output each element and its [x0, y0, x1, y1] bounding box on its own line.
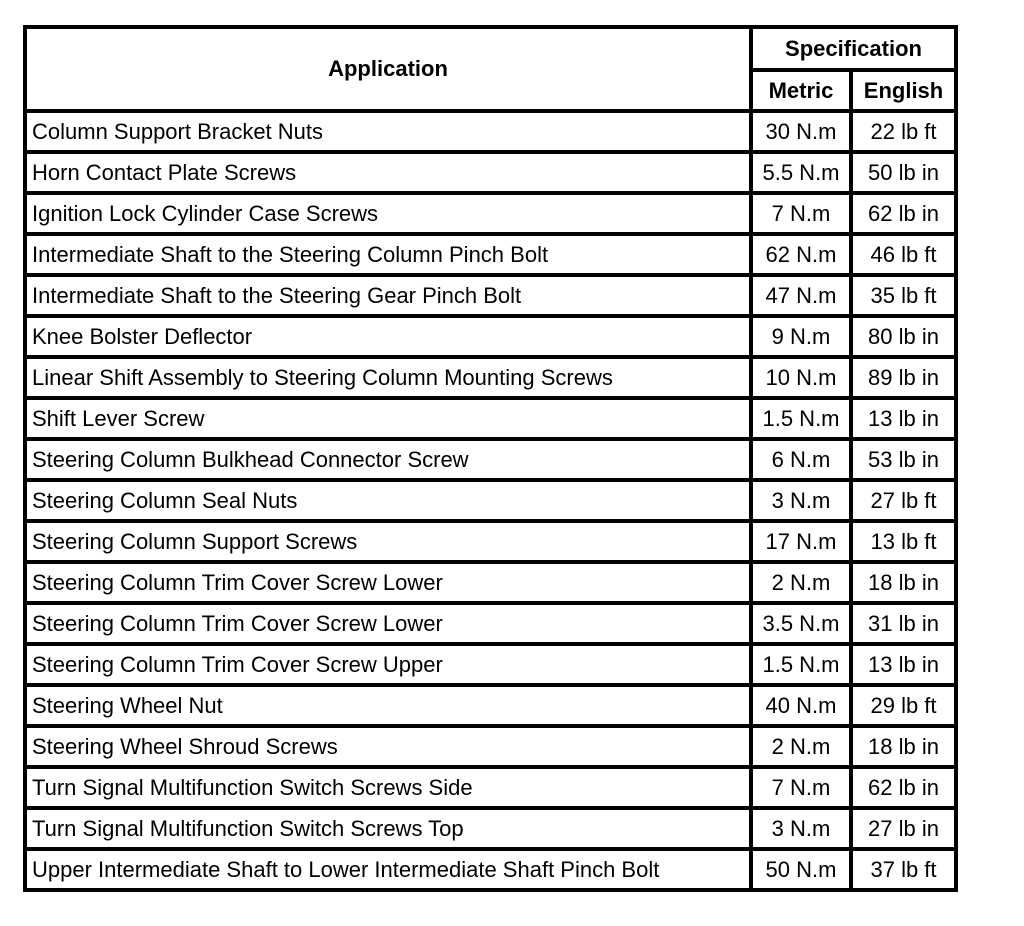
- english-cell: 50 lb in: [851, 152, 956, 193]
- english-cell: 22 lb ft: [851, 111, 956, 152]
- table-row: [25, 193, 956, 234]
- english-cell: 46 lb ft: [851, 234, 956, 275]
- application-cell: Horn Contact Plate Screws: [25, 152, 751, 193]
- application-cell: Ignition Lock Cylinder Case Screws: [25, 193, 751, 234]
- metric-cell: 40 N.m: [751, 685, 851, 726]
- metric-cell: 62 N.m: [751, 234, 851, 275]
- fastener-specification-table: [23, 25, 958, 892]
- metric-cell: 3.5 N.m: [751, 603, 851, 644]
- table-row: [25, 726, 956, 767]
- application-cell: Knee Bolster Deflector: [25, 316, 751, 357]
- english-cell: 53 lb in: [851, 439, 956, 480]
- application-cell: Steering Wheel Nut: [25, 685, 751, 726]
- english-cell: 13 lb ft: [851, 521, 956, 562]
- table-row: [25, 644, 956, 685]
- table-row: [25, 275, 956, 316]
- metric-cell: 10 N.m: [751, 357, 851, 398]
- metric-cell: 3 N.m: [751, 808, 851, 849]
- table-row: [25, 357, 956, 398]
- english-header: English: [851, 70, 956, 111]
- application-cell: Shift Lever Screw: [25, 398, 751, 439]
- application-cell: Turn Signal Multifunction Switch Screws Top: [25, 808, 751, 849]
- application-cell: Upper Intermediate Shaft to Lower Intermediate Shaft Pinch Bolt: [25, 849, 751, 890]
- application-cell: Steering Column Trim Cover Screw Lower: [25, 562, 751, 603]
- metric-cell: 6 N.m: [751, 439, 851, 480]
- header-row-top: [25, 27, 956, 70]
- english-cell: 62 lb in: [851, 193, 956, 234]
- table-body: [25, 111, 956, 890]
- english-cell: 27 lb in: [851, 808, 956, 849]
- table-row: [25, 521, 956, 562]
- metric-cell: 50 N.m: [751, 849, 851, 890]
- english-cell: 13 lb in: [851, 398, 956, 439]
- english-cell: 18 lb in: [851, 562, 956, 603]
- metric-header: Metric: [751, 70, 851, 111]
- application-cell: Steering Column Bulkhead Connector Screw: [25, 439, 751, 480]
- table-row: [25, 480, 956, 521]
- application-cell: Steering Column Seal Nuts: [25, 480, 751, 521]
- english-cell: 35 lb ft: [851, 275, 956, 316]
- table-row: [25, 685, 956, 726]
- application-cell: Column Support Bracket Nuts: [25, 111, 751, 152]
- english-cell: 37 lb ft: [851, 849, 956, 890]
- table-row: [25, 808, 956, 849]
- metric-cell: 5.5 N.m: [751, 152, 851, 193]
- application-cell: Steering Column Support Screws: [25, 521, 751, 562]
- table-row: [25, 767, 956, 808]
- english-cell: 29 lb ft: [851, 685, 956, 726]
- application-cell: Steering Column Trim Cover Screw Lower: [25, 603, 751, 644]
- metric-cell: 47 N.m: [751, 275, 851, 316]
- table-row: [25, 439, 956, 480]
- table-row: [25, 152, 956, 193]
- application-cell: Intermediate Shaft to the Steering Gear Pinch Bolt: [25, 275, 751, 316]
- table-row: [25, 398, 956, 439]
- application-cell: Intermediate Shaft to the Steering Column Pinch Bolt: [25, 234, 751, 275]
- english-cell: 62 lb in: [851, 767, 956, 808]
- metric-cell: 1.5 N.m: [751, 398, 851, 439]
- table-row: [25, 316, 956, 357]
- specification-header: Specification: [751, 27, 956, 70]
- application-cell: Steering Column Trim Cover Screw Upper: [25, 644, 751, 685]
- metric-cell: 9 N.m: [751, 316, 851, 357]
- application-cell: Steering Wheel Shroud Screws: [25, 726, 751, 767]
- metric-cell: 7 N.m: [751, 767, 851, 808]
- metric-cell: 7 N.m: [751, 193, 851, 234]
- metric-cell: 1.5 N.m: [751, 644, 851, 685]
- table-row: [25, 111, 956, 152]
- table-row: [25, 562, 956, 603]
- metric-cell: 17 N.m: [751, 521, 851, 562]
- english-cell: 80 lb in: [851, 316, 956, 357]
- table-row: [25, 603, 956, 644]
- english-cell: 27 lb ft: [851, 480, 956, 521]
- application-cell: Linear Shift Assembly to Steering Column Mounting Screws: [25, 357, 751, 398]
- metric-cell: 2 N.m: [751, 726, 851, 767]
- metric-cell: 2 N.m: [751, 562, 851, 603]
- application-cell: Turn Signal Multifunction Switch Screws Side: [25, 767, 751, 808]
- application-header: Application: [25, 27, 751, 111]
- metric-cell: 3 N.m: [751, 480, 851, 521]
- english-cell: 13 lb in: [851, 644, 956, 685]
- english-cell: 89 lb in: [851, 357, 956, 398]
- english-cell: 31 lb in: [851, 603, 956, 644]
- english-cell: 18 lb in: [851, 726, 956, 767]
- metric-cell: 30 N.m: [751, 111, 851, 152]
- table-row: [25, 234, 956, 275]
- table-row: [25, 849, 956, 890]
